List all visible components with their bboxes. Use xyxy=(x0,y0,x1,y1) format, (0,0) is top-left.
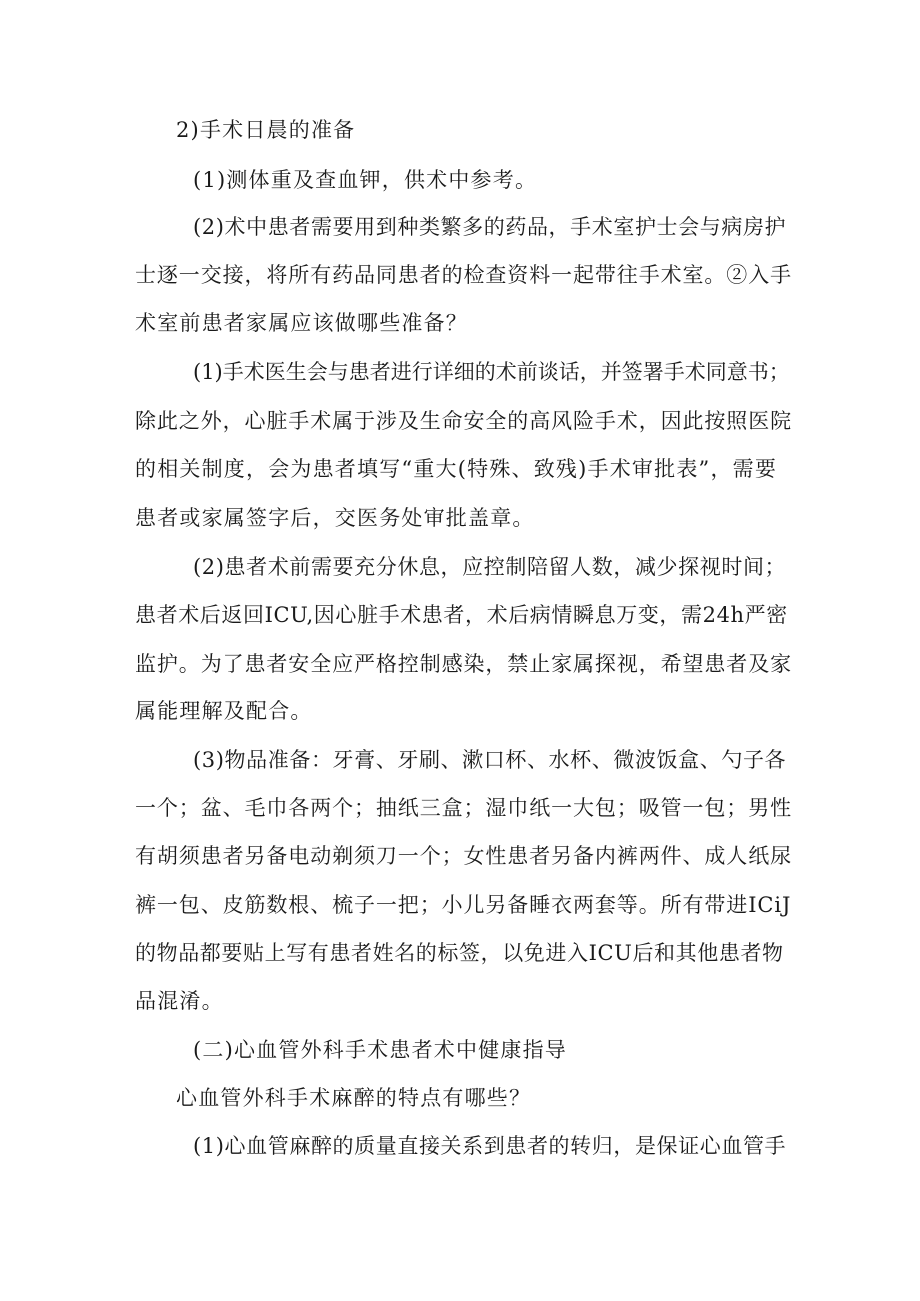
paragraph-line: (2)术中患者需要用到种类繁多的药品，手术室护士会与病房护 xyxy=(193,215,787,239)
paragraph-line: 士逐一交接，将所有药品同患者的检查资料一起带往手术室。②入手 xyxy=(135,263,792,287)
paragraph-line: 属能理解及配合。 xyxy=(135,699,313,723)
paragraph-line: 患者术后返回ICU,因心脏手术患者，术后病情瞬息万变，需24h严密 xyxy=(135,603,788,627)
paragraph-line: 除此之外，心脏手术属于涉及生命安全的高风险手术，因此按照医院 xyxy=(135,409,792,433)
paragraph-line: 术室前患者家属应该做哪些准备？ xyxy=(135,311,468,335)
paragraph-line: 监护。为了患者安全应严格控制感染，禁止家属探视，希望患者及家 xyxy=(135,652,792,676)
paragraph-line: (1)手术医生会与患者进行详细的术前谈话，并签署手术同意书； xyxy=(193,360,790,384)
paragraph-line: (1)心血管麻醉的质量直接关系到患者的转归，是保证心血管手 xyxy=(193,1134,787,1158)
subheading-question: 心血管外科手术麻醉的特点有哪些？ xyxy=(176,1086,532,1110)
paragraph-line: 一个；盆、毛巾各两个；抽纸三盒；湿巾纸一大包；吸管一包；男性 xyxy=(135,796,792,820)
heading-morning-preparation: 2)手术日晨的准备 xyxy=(176,118,356,142)
paragraph-line: 裤一包、皮筋数根、梳子一把；小儿另备睡衣两套等。所有带进ICiJ xyxy=(135,893,792,917)
paragraph-line: 有胡须患者另备电动剃须刀一个；女性患者另备内裤两件、成人纸尿 xyxy=(135,844,792,868)
paragraph-line: (3)物品准备：牙膏、牙刷、漱口杯、水杯、微波饭盒、勺子各 xyxy=(193,748,787,772)
paragraph-line: (1)测体重及查血钾，供术中参考。 xyxy=(193,168,538,192)
paragraph-line: 的相关制度，会为患者填写“重大(特殊、致残)手术审批表”，需要 xyxy=(135,457,778,481)
paragraph-line: 患者或家属签字后，交医务处审批盖章。 xyxy=(135,506,535,530)
paragraph-line: 品混淆。 xyxy=(135,989,224,1013)
section-heading: (二)心血管外科手术患者术中健康指导 xyxy=(193,1038,567,1062)
paragraph-line: 的物品都要贴上写有患者姓名的标签，以免进入ICU后和其他患者物 xyxy=(135,941,784,965)
paragraph-line: (2)患者术前需要充分休息，应控制陪留人数，减少探视时间； xyxy=(193,555,787,579)
